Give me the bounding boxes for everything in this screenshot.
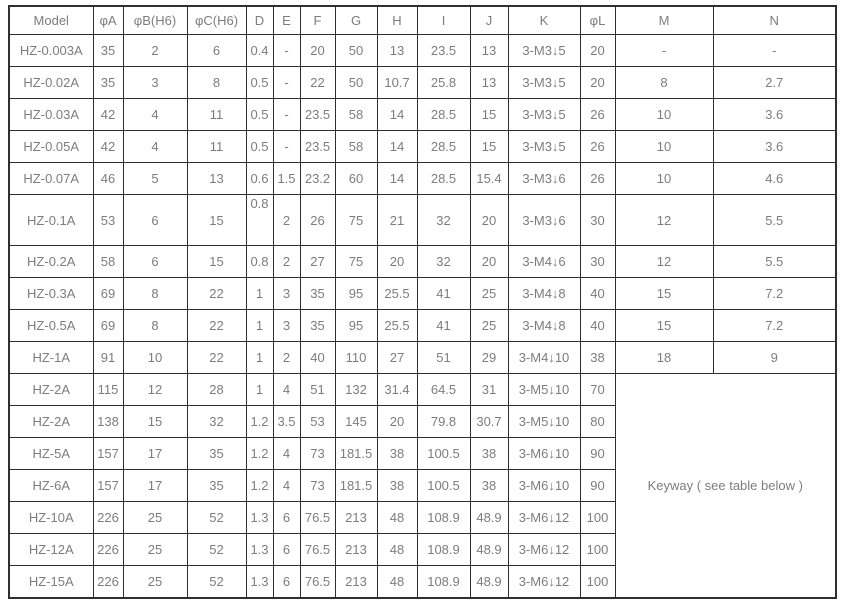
value-cell: 0.8 — [246, 195, 273, 246]
value-cell: 15 — [187, 195, 246, 246]
value-cell: 58 — [335, 99, 377, 131]
value-cell: 100.5 — [417, 470, 470, 502]
column-header-model: Model — [9, 6, 93, 35]
value-cell: 6 — [187, 35, 246, 67]
column-header-d: D — [246, 6, 273, 35]
value-cell: 13 — [470, 35, 508, 67]
value-cell: 14 — [377, 99, 417, 131]
value-cell: 75 — [335, 195, 377, 246]
value-cell: 3 — [123, 67, 187, 99]
value-cell: 2 — [273, 195, 300, 246]
value-cell: 3-M3↓5 — [508, 99, 580, 131]
value-cell: 108.9 — [417, 502, 470, 534]
column-header-bh6: φB(H6) — [123, 6, 187, 35]
value-cell: 10 — [615, 99, 713, 131]
value-cell: 1.2 — [246, 470, 273, 502]
value-cell: 29 — [470, 342, 508, 374]
value-cell: 8 — [615, 67, 713, 99]
value-cell: 1 — [246, 310, 273, 342]
value-cell: 181.5 — [335, 470, 377, 502]
value-cell: 90 — [580, 438, 615, 470]
value-cell: 11 — [187, 131, 246, 163]
value-cell: 10.7 — [377, 67, 417, 99]
value-cell: 22 — [187, 342, 246, 374]
value-cell: 20 — [377, 246, 417, 278]
value-cell: 35 — [187, 438, 246, 470]
value-cell: 58 — [93, 246, 123, 278]
model-cell: HZ-0.07A — [9, 163, 93, 195]
value-cell: 1.5 — [273, 163, 300, 195]
value-cell: 20 — [470, 195, 508, 246]
value-cell: 132 — [335, 374, 377, 406]
table-row — [9, 310, 836, 342]
value-cell: 35 — [187, 470, 246, 502]
column-header-a: φA — [93, 6, 123, 35]
value-cell: 100 — [580, 534, 615, 566]
value-cell: 40 — [300, 342, 335, 374]
value-cell: 2.7 — [713, 67, 836, 99]
value-cell: 3-M6↓10 — [508, 438, 580, 470]
value-cell: 53 — [300, 406, 335, 438]
value-cell: 4 — [123, 131, 187, 163]
value-cell: 2 — [273, 342, 300, 374]
value-cell: 73 — [300, 470, 335, 502]
value-cell: 1.2 — [246, 438, 273, 470]
value-cell: 3-M4↓10 — [508, 342, 580, 374]
value-cell: 1 — [246, 374, 273, 406]
dimensions-table — [8, 5, 837, 599]
value-cell: 91 — [93, 342, 123, 374]
value-cell: 30 — [580, 195, 615, 246]
value-cell: 8 — [187, 67, 246, 99]
value-cell: 69 — [93, 310, 123, 342]
value-cell: 18 — [615, 342, 713, 374]
value-cell: 3.6 — [713, 131, 836, 163]
value-cell: 0.4 — [246, 35, 273, 67]
value-cell: 76.5 — [300, 534, 335, 566]
value-cell: 35 — [93, 67, 123, 99]
value-cell: 145 — [335, 406, 377, 438]
value-cell: 40 — [580, 310, 615, 342]
model-cell: HZ-0.2A — [9, 246, 93, 278]
value-cell: - — [615, 35, 713, 67]
value-cell: 27 — [377, 342, 417, 374]
value-cell: 26 — [580, 99, 615, 131]
value-cell: 110 — [335, 342, 377, 374]
model-cell: HZ-1A — [9, 342, 93, 374]
value-cell: 3-M3↓5 — [508, 131, 580, 163]
table-row — [9, 99, 836, 131]
value-cell: 3-M6↓12 — [508, 534, 580, 566]
value-cell: 1 — [246, 278, 273, 310]
value-cell: 181.5 — [335, 438, 377, 470]
model-cell: HZ-12A — [9, 534, 93, 566]
value-cell: 25.5 — [377, 278, 417, 310]
value-cell: 4 — [273, 374, 300, 406]
value-cell: 48 — [377, 566, 417, 599]
value-cell: 50 — [335, 35, 377, 67]
value-cell: 13 — [470, 67, 508, 99]
value-cell: 15 — [470, 131, 508, 163]
value-cell: 95 — [335, 278, 377, 310]
value-cell: 48.9 — [470, 566, 508, 599]
value-cell: - — [273, 99, 300, 131]
value-cell: 31 — [470, 374, 508, 406]
value-cell: 6 — [273, 502, 300, 534]
value-cell: 75 — [335, 246, 377, 278]
value-cell: 38 — [580, 342, 615, 374]
value-cell: 5.5 — [713, 195, 836, 246]
value-cell: 3-M4↓8 — [508, 310, 580, 342]
value-cell: 0.6 — [246, 163, 273, 195]
value-cell: 7.2 — [713, 278, 836, 310]
value-cell: 50 — [335, 67, 377, 99]
table-header — [9, 6, 836, 35]
model-cell: HZ-5A — [9, 438, 93, 470]
value-cell: 69 — [93, 278, 123, 310]
value-cell: - — [273, 35, 300, 67]
value-cell: - — [273, 67, 300, 99]
model-cell: HZ-0.1A — [9, 195, 93, 246]
value-cell: 3.5 — [273, 406, 300, 438]
value-cell: 42 — [93, 131, 123, 163]
value-cell: 0.5 — [246, 131, 273, 163]
value-cell: 25 — [123, 502, 187, 534]
model-cell: HZ-0.003A — [9, 35, 93, 67]
value-cell: 41 — [417, 278, 470, 310]
value-cell: - — [273, 131, 300, 163]
value-cell: 76.5 — [300, 502, 335, 534]
column-header-f: F — [300, 6, 335, 35]
value-cell: 15 — [615, 278, 713, 310]
value-cell: 0.5 — [246, 67, 273, 99]
value-cell: 22 — [187, 310, 246, 342]
value-cell: 108.9 — [417, 534, 470, 566]
value-cell: 73 — [300, 438, 335, 470]
column-header-n: N — [713, 6, 836, 35]
value-cell: 51 — [300, 374, 335, 406]
value-cell: 213 — [335, 502, 377, 534]
model-cell: HZ-15A — [9, 566, 93, 599]
value-cell: 13 — [187, 163, 246, 195]
value-cell: 6 — [273, 566, 300, 599]
column-header-m: M — [615, 6, 713, 35]
value-cell: 53 — [93, 195, 123, 246]
value-cell: 21 — [377, 195, 417, 246]
value-cell: 3-M6↓10 — [508, 470, 580, 502]
value-cell: 27 — [300, 246, 335, 278]
value-cell: 26 — [580, 163, 615, 195]
value-cell: 3-M6↓12 — [508, 566, 580, 599]
table-row — [9, 67, 836, 99]
value-cell: 108.9 — [417, 566, 470, 599]
value-cell: 1.3 — [246, 566, 273, 599]
table-row — [9, 278, 836, 310]
value-cell: 25.8 — [417, 67, 470, 99]
model-cell: HZ-0.05A — [9, 131, 93, 163]
value-cell: 30.7 — [470, 406, 508, 438]
value-cell: 35 — [300, 278, 335, 310]
value-cell: 30 — [580, 246, 615, 278]
value-cell: 3-M4↓8 — [508, 278, 580, 310]
value-cell: 76.5 — [300, 566, 335, 599]
value-cell: 51 — [417, 342, 470, 374]
value-cell: 48 — [377, 534, 417, 566]
value-cell: 41 — [417, 310, 470, 342]
value-cell: 58 — [335, 131, 377, 163]
value-cell: 100.5 — [417, 438, 470, 470]
value-cell: 226 — [93, 502, 123, 534]
value-cell: 70 — [580, 374, 615, 406]
value-cell: 3-M6↓12 — [508, 502, 580, 534]
table-row — [9, 35, 836, 67]
keyway-note-cell: Keyway ( see table below ) — [615, 374, 836, 599]
value-cell: 60 — [335, 163, 377, 195]
value-cell: 4 — [273, 470, 300, 502]
value-cell: 32 — [187, 406, 246, 438]
value-cell: 4 — [123, 99, 187, 131]
value-cell: 5 — [123, 163, 187, 195]
value-cell: 2 — [123, 35, 187, 67]
value-cell: 10 — [615, 163, 713, 195]
value-cell: 25.5 — [377, 310, 417, 342]
column-header-i: I — [417, 6, 470, 35]
value-cell: 157 — [93, 438, 123, 470]
model-cell: HZ-0.3A — [9, 278, 93, 310]
value-cell: 5.5 — [713, 246, 836, 278]
model-cell: HZ-2A — [9, 406, 93, 438]
model-cell: HZ-6A — [9, 470, 93, 502]
value-cell: 10 — [615, 131, 713, 163]
value-cell: 4.6 — [713, 163, 836, 195]
value-cell: 64.5 — [417, 374, 470, 406]
table-row — [9, 374, 836, 406]
value-cell: 40 — [580, 278, 615, 310]
value-cell: 12 — [615, 246, 713, 278]
column-header-k: K — [508, 6, 580, 35]
column-header-h: H — [377, 6, 417, 35]
value-cell: 38 — [377, 438, 417, 470]
value-cell: 95 — [335, 310, 377, 342]
value-cell: 52 — [187, 534, 246, 566]
value-cell: 3 — [273, 278, 300, 310]
table-body — [9, 35, 836, 599]
value-cell: 1.3 — [246, 534, 273, 566]
value-cell: 32 — [417, 246, 470, 278]
value-cell: 7.2 — [713, 310, 836, 342]
model-cell: HZ-10A — [9, 502, 93, 534]
value-cell: 48 — [377, 502, 417, 534]
value-cell: 28.5 — [417, 163, 470, 195]
value-cell: 213 — [335, 534, 377, 566]
value-cell: 20 — [580, 35, 615, 67]
value-cell: 35 — [300, 310, 335, 342]
value-cell: 14 — [377, 131, 417, 163]
value-cell: 52 — [187, 566, 246, 599]
value-cell: 15 — [615, 310, 713, 342]
value-cell: 26 — [300, 195, 335, 246]
value-cell: 17 — [123, 470, 187, 502]
value-cell: 23.2 — [300, 163, 335, 195]
value-cell: 48.9 — [470, 534, 508, 566]
value-cell: 9 — [713, 342, 836, 374]
model-cell: HZ-0.03A — [9, 99, 93, 131]
value-cell: 3-M3↓5 — [508, 67, 580, 99]
column-header-l: φL — [580, 6, 615, 35]
value-cell: 6 — [123, 246, 187, 278]
value-cell: 3.6 — [713, 99, 836, 131]
model-cell: HZ-2A — [9, 374, 93, 406]
value-cell: 25 — [470, 310, 508, 342]
value-cell: 23.5 — [300, 131, 335, 163]
model-cell: HZ-0.5A — [9, 310, 93, 342]
value-cell: 28.5 — [417, 131, 470, 163]
value-cell: 38 — [470, 438, 508, 470]
column-header-j: J — [470, 6, 508, 35]
value-cell: 22 — [187, 278, 246, 310]
value-cell: 115 — [93, 374, 123, 406]
column-header-e: E — [273, 6, 300, 35]
value-cell: 1.2 — [246, 406, 273, 438]
value-cell: 28 — [187, 374, 246, 406]
value-cell: 52 — [187, 502, 246, 534]
value-cell: 3 — [273, 310, 300, 342]
value-cell: 0.5 — [246, 99, 273, 131]
value-cell: 28.5 — [417, 99, 470, 131]
value-cell: 15 — [123, 406, 187, 438]
value-cell: 6 — [123, 195, 187, 246]
value-cell: 79.8 — [417, 406, 470, 438]
value-cell: 6 — [273, 534, 300, 566]
value-cell: 8 — [123, 310, 187, 342]
table-row — [9, 342, 836, 374]
value-cell: 20 — [377, 406, 417, 438]
value-cell: 100 — [580, 566, 615, 599]
value-cell: 48.9 — [470, 502, 508, 534]
value-cell: 35 — [93, 35, 123, 67]
value-cell: 23.5 — [300, 99, 335, 131]
value-cell: 3-M3↓6 — [508, 195, 580, 246]
value-cell: 20 — [580, 67, 615, 99]
value-cell: 13 — [377, 35, 417, 67]
value-cell: 22 — [300, 67, 335, 99]
model-cell: HZ-0.02A — [9, 67, 93, 99]
value-cell: - — [713, 35, 836, 67]
table-row — [9, 246, 836, 278]
value-cell: 15 — [187, 246, 246, 278]
value-cell: 8 — [123, 278, 187, 310]
value-cell: 14 — [377, 163, 417, 195]
value-cell: 42 — [93, 99, 123, 131]
value-cell: 20 — [470, 246, 508, 278]
value-cell: 100 — [580, 502, 615, 534]
value-cell: 138 — [93, 406, 123, 438]
value-cell: 31.4 — [377, 374, 417, 406]
value-cell: 25 — [123, 534, 187, 566]
value-cell: 38 — [470, 470, 508, 502]
header-row — [9, 6, 836, 35]
value-cell: 10 — [123, 342, 187, 374]
value-cell: 226 — [93, 566, 123, 599]
value-cell: 226 — [93, 534, 123, 566]
value-cell: 12 — [123, 374, 187, 406]
value-cell: 20 — [300, 35, 335, 67]
value-cell: 2 — [273, 246, 300, 278]
value-cell: 11 — [187, 99, 246, 131]
value-cell: 12 — [615, 195, 713, 246]
value-cell: 25 — [470, 278, 508, 310]
value-cell: 17 — [123, 438, 187, 470]
value-cell: 23.5 — [417, 35, 470, 67]
column-header-g: G — [335, 6, 377, 35]
value-cell: 90 — [580, 470, 615, 502]
value-cell: 3-M4↓6 — [508, 246, 580, 278]
value-cell: 15.4 — [470, 163, 508, 195]
value-cell: 1 — [246, 342, 273, 374]
value-cell: 26 — [580, 131, 615, 163]
value-cell: 80 — [580, 406, 615, 438]
value-cell: 25 — [123, 566, 187, 599]
column-header-ch6: φC(H6) — [187, 6, 246, 35]
table-row — [9, 131, 836, 163]
value-cell: 32 — [417, 195, 470, 246]
value-cell: 3-M5↓10 — [508, 374, 580, 406]
value-cell: 3-M5↓10 — [508, 406, 580, 438]
table-row — [9, 163, 836, 195]
value-cell: 46 — [93, 163, 123, 195]
value-cell: 3-M3↓6 — [508, 163, 580, 195]
value-cell: 213 — [335, 566, 377, 599]
value-cell: 0.8 — [246, 246, 273, 278]
value-cell: 38 — [377, 470, 417, 502]
value-cell: 157 — [93, 470, 123, 502]
value-cell: 1.3 — [246, 502, 273, 534]
value-cell: 4 — [273, 438, 300, 470]
value-cell: 3-M3↓5 — [508, 35, 580, 67]
value-cell: 15 — [470, 99, 508, 131]
table-row — [9, 195, 836, 246]
